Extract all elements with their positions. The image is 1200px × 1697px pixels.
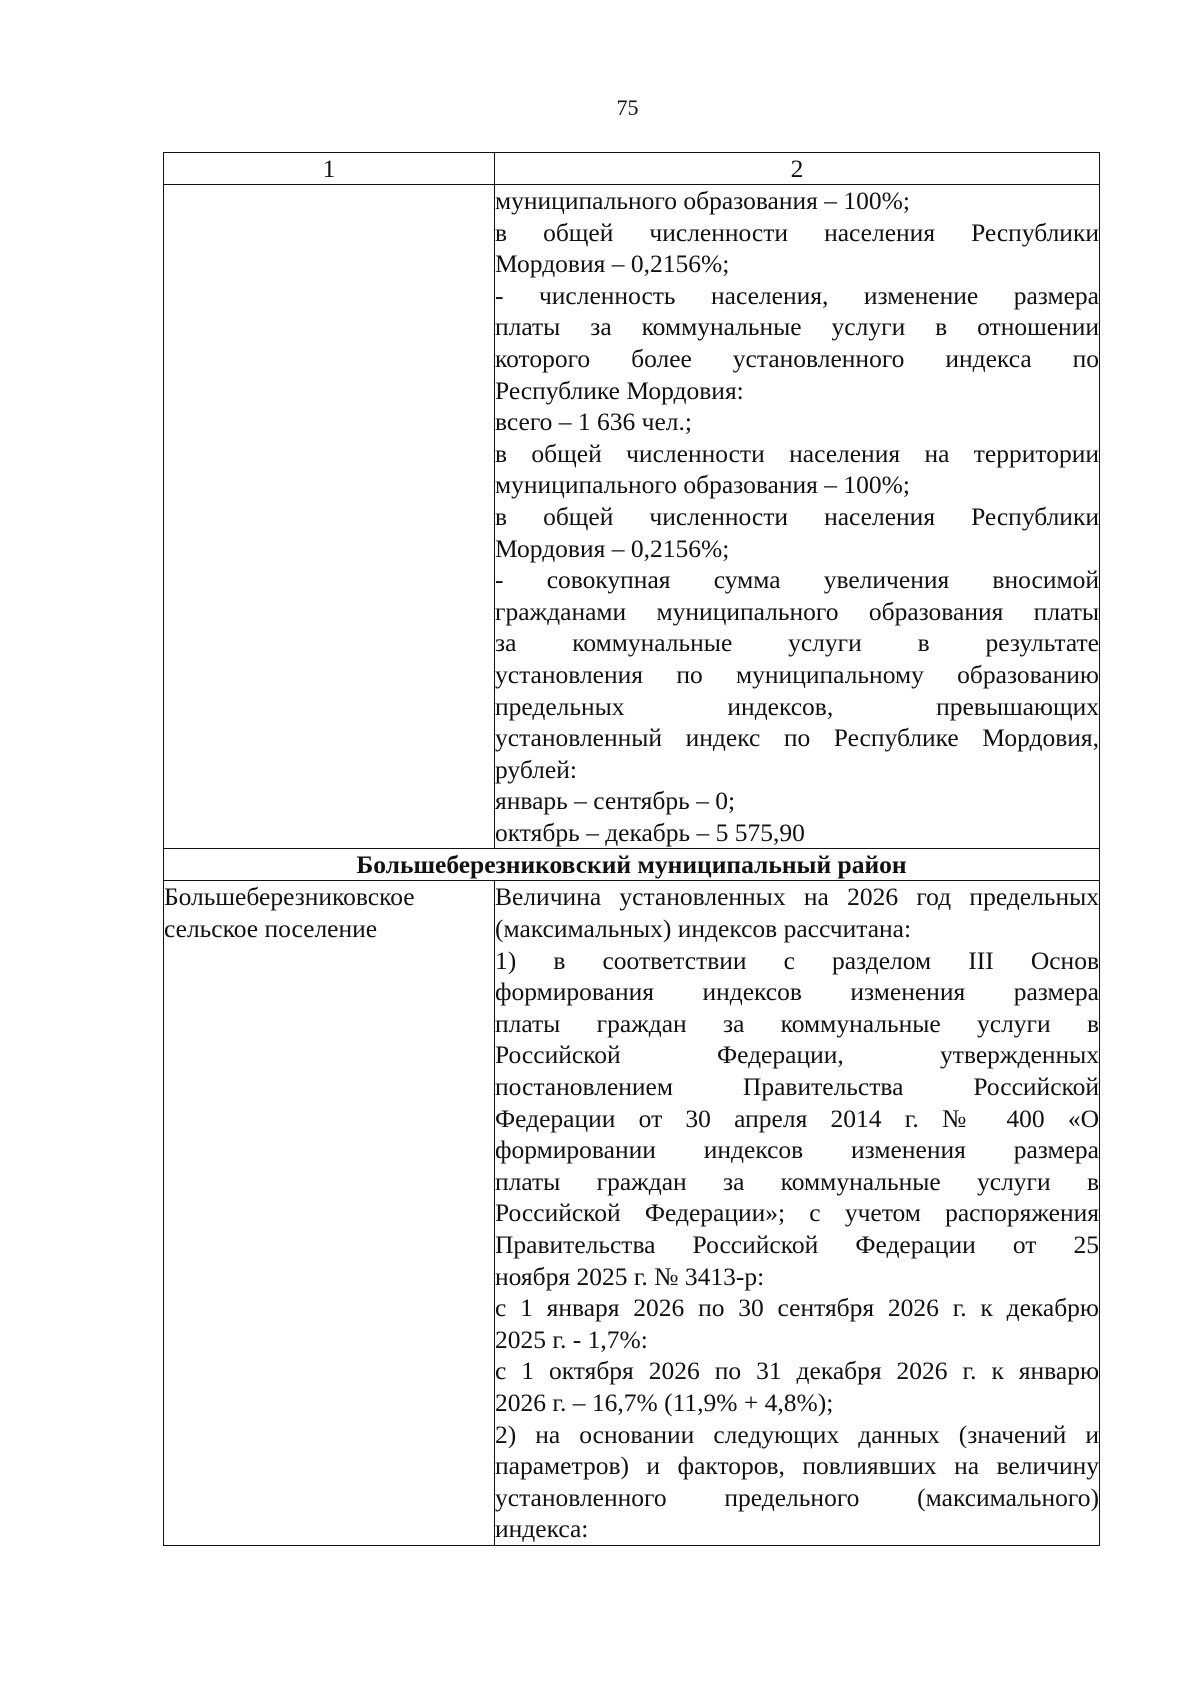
text-line: формировании индексов изменения размера	[495, 1135, 1099, 1165]
continuation-row	[164, 185, 1100, 849]
text-line: Величина установленных на 2026 год предельных	[495, 882, 1099, 912]
text-line: - совокупная сумма увеличения вносимой	[495, 565, 1099, 595]
text-line: 2025 г. - 1,7%:	[495, 1324, 648, 1354]
text-line: в общей численности населения Республики	[495, 501, 1099, 531]
text-line: 2) на основании следующих данных (значений и	[495, 1419, 1099, 1449]
text-line: установления по муниципальному образованию	[495, 659, 1099, 689]
text-line: постановлением Правительства Российской	[495, 1072, 1099, 1102]
text-line: Мордовия – 0,2156%;	[495, 249, 730, 279]
settlement-name-cell	[164, 881, 495, 1545]
text-line: (максимальных) индексов рассчитана:	[495, 914, 912, 944]
text-line: Мордовия – 0,2156%;	[495, 533, 730, 563]
text-line: Республике Мордовия:	[495, 375, 744, 405]
text-line: муниципального образования – 100%;	[495, 470, 910, 500]
text-line: всего – 1 636 чел.;	[495, 407, 692, 437]
text-line: установленный индекс по Республике Мордовия,	[495, 723, 1099, 753]
text-line: январь – сентябрь – 0;	[495, 786, 736, 816]
index-table	[163, 152, 1100, 1546]
text-line: Российской Федерации, утвержденных	[495, 1040, 1099, 1070]
text-line: Федерации от 30 апреля 2014 г. № 400 «О	[495, 1103, 1099, 1133]
section-row	[164, 849, 1100, 881]
text-line: - численность населения, изменение размера	[495, 280, 1099, 310]
text-line: установленного предельного (максимального)	[495, 1482, 1099, 1512]
text-line: платы граждан за коммунальные услуги в	[495, 1008, 1099, 1038]
text-line: в общей численности населения Республики	[495, 217, 1099, 247]
text-line: Российской Федерации»; с учетом распоряжения	[495, 1198, 1099, 1228]
text-line: ноября 2025 г. № 3413-р:	[495, 1261, 765, 1291]
text-line: в общей численности населения на территории	[495, 438, 1099, 468]
text-line: октябрь – декабрь – 5 575,90	[495, 817, 805, 847]
text-line: с 1 октября 2026 по 31 декабря 2026 г. к январю	[495, 1356, 1099, 1386]
section-title: Большеберезниковский муниципальный район	[164, 849, 1100, 881]
settlement-name-line: сельское поселение	[164, 914, 378, 944]
text-line: формирования индексов изменения размера	[495, 977, 1099, 1007]
column-header-1: 1	[164, 153, 495, 185]
text-line: с 1 января 2026 по 30 сентября 2026 г. к декабрю	[495, 1293, 1099, 1323]
text-line: платы граждан за коммунальные услуги в	[495, 1166, 1099, 1196]
text-line: Правительства Российской Федерации от 25	[495, 1230, 1099, 1259]
text-line: индекса:	[495, 1514, 589, 1544]
page-number: 75	[616, 95, 639, 120]
text-line: 1) в соответствии с разделом III Основ	[495, 945, 1099, 975]
settlement-description-cell	[495, 881, 1100, 1545]
continuation-left-cell	[164, 185, 495, 849]
text-line: 2026 г. – 16,7% (11,9% + 4,8%);	[495, 1387, 834, 1417]
settlement-name-line: Большеберезниковское	[164, 882, 415, 912]
text-line: платы за коммунальные услуги в отношении	[495, 312, 1099, 342]
continuation-text-cell	[495, 185, 1100, 849]
text-line: за коммунальные услуги в результате	[495, 628, 1099, 658]
text-line: которого более установленного индекса по	[495, 343, 1099, 373]
table-header-row	[164, 153, 1100, 185]
text-line: предельных индексов, превышающих	[495, 691, 1099, 721]
column-header-2: 2	[495, 153, 1100, 185]
settlement-row	[164, 881, 1100, 1545]
text-line: муниципального образования – 100%;	[495, 186, 910, 215]
text-line: рублей:	[495, 754, 577, 784]
text-line: параметров) и факторов, повлиявших на величину	[495, 1451, 1099, 1481]
text-line: гражданами муниципального образования платы	[495, 596, 1099, 626]
